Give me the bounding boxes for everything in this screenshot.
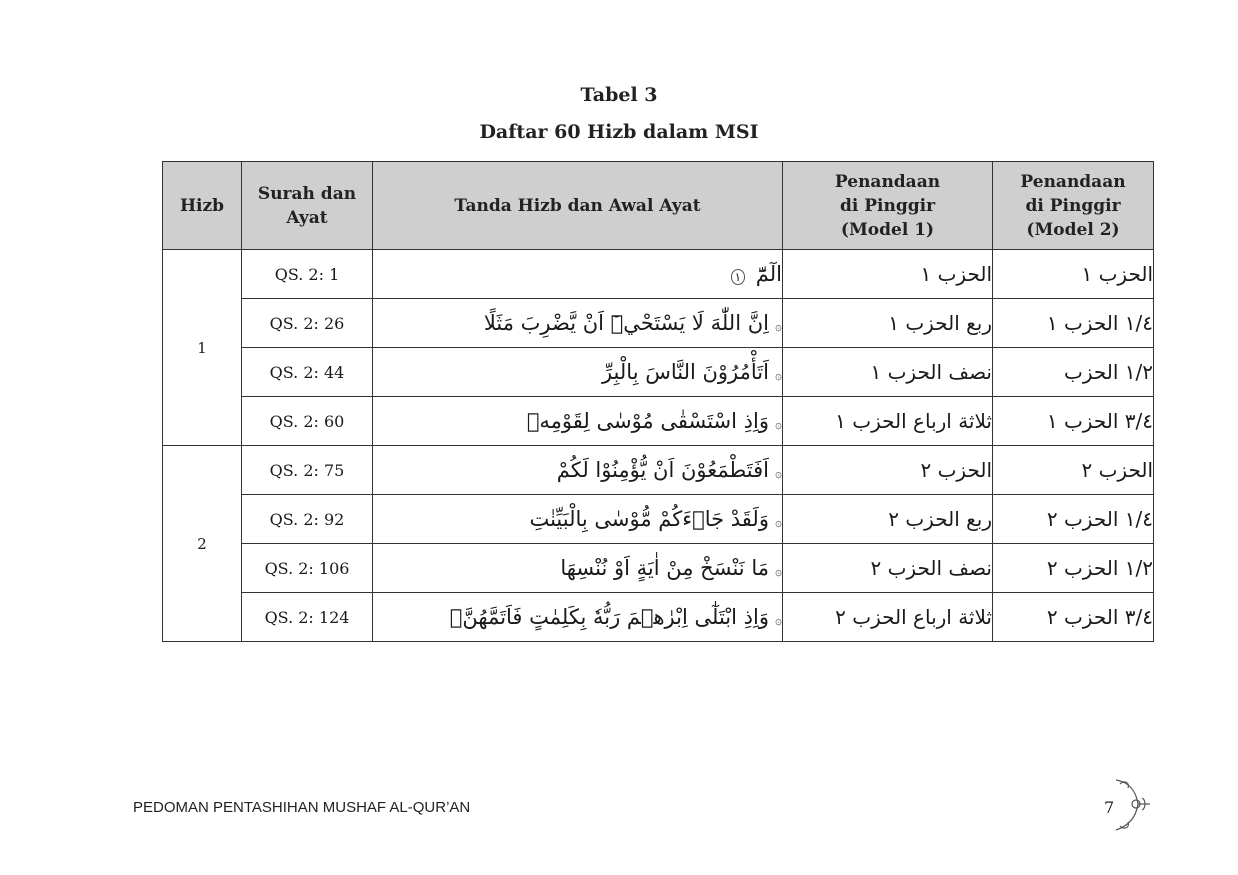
header-model-1: Penandaan di Pinggir (Model 1): [783, 162, 993, 250]
table-caption-number: Tabel 3: [580, 84, 658, 106]
table-caption-title: Daftar 60 Hizb dalam MSI: [479, 121, 759, 143]
ayah-text: وَلَقَدْ جَاۤءَكُمْ مُّوْسٰى بِالْبَيِّنٰتِ: [529, 507, 769, 531]
tanda-hizb-cell: [373, 544, 783, 593]
model-2-marker-cell: ٣/٤ الحزب ٢: [993, 593, 1154, 642]
ayah-text: مَا نَنْسَخْ مِنْ اٰيَةٍ اَوْ نُنْسِهَا: [560, 556, 769, 580]
hizb-mark-icon: ۞: [774, 417, 782, 431]
ayah-text: اَفَتَطْمَعُوْنَ اَنْ يُّؤْمِنُوْا لَكُمْ: [556, 458, 769, 482]
header-row: [163, 162, 1154, 250]
ayah-text: الٓمّٓ: [755, 262, 782, 286]
model-2-marker-cell: ١/٢ الحزب: [993, 348, 1154, 397]
page-number: 7: [1104, 798, 1115, 817]
hizb-table: [162, 161, 1154, 642]
tanda-hizb-cell: [373, 495, 783, 544]
ayah-text: اَتَأْمُرُوْنَ النَّاسَ بِالْبِرِّ: [601, 360, 769, 384]
hizb-mark-icon: ۞: [774, 564, 782, 578]
model-1-marker-cell: الحزب ١: [783, 250, 993, 299]
header-hizb: Hizb: [163, 162, 242, 250]
tanda-hizb-cell: [373, 397, 783, 446]
model-2-marker-cell: ١/٤ الحزب ١: [993, 299, 1154, 348]
ayah-number-marker: ١: [731, 269, 745, 285]
table-row: [163, 495, 1154, 544]
model-2-marker-cell: ١/٤ الحزب ٢: [993, 495, 1154, 544]
tanda-hizb-cell: [373, 593, 783, 642]
header-tanda-hizb: Tanda Hizb dan Awal Ayat: [373, 162, 783, 250]
tanda-hizb-cell: [373, 250, 783, 299]
surah-ayat-cell: QS. 2: 1: [242, 250, 373, 299]
model-1-marker-cell: نصف الحزب ١: [783, 348, 993, 397]
surah-ayat-cell: QS. 2: 26: [242, 299, 373, 348]
hizb-mark-icon: ۞: [774, 613, 782, 627]
header-surah-ayat: Surah dan Ayat: [242, 162, 373, 250]
table-row: [163, 446, 1154, 495]
ayah-text: اِنَّ اللّٰهَ لَا يَسْتَحْيٖٓ اَنْ يَّضْرِبَ مَثَلًا: [483, 311, 769, 335]
hizb-mark-icon: ۞: [774, 466, 782, 480]
surah-ayat-cell: QS. 2: 75: [242, 446, 373, 495]
table-row: [163, 593, 1154, 642]
model-2-marker-cell: ٣/٤ الحزب ١: [993, 397, 1154, 446]
surah-ayat-cell: QS. 2: 60: [242, 397, 373, 446]
table-row: [163, 348, 1154, 397]
table-row: [163, 299, 1154, 348]
tanda-hizb-cell: [373, 446, 783, 495]
running-footer-title: PEDOMAN PENTASHIHAN MUSHAF AL-QUR’AN: [133, 799, 471, 816]
table-row: [163, 544, 1154, 593]
model-1-marker-cell: ثلاثة ارباع الحزب ٢: [783, 593, 993, 642]
surah-ayat-cell: QS. 2: 92: [242, 495, 373, 544]
tanda-hizb-cell: [373, 348, 783, 397]
hizb-mark-icon: ۞: [774, 515, 782, 529]
model-1-marker-cell: ثلاثة ارباع الحزب ١: [783, 397, 993, 446]
table-row: [163, 250, 1154, 299]
model-2-marker-cell: الحزب ١: [993, 250, 1154, 299]
hizb-mark-icon: ۞: [774, 368, 782, 382]
header-model-2: Penandaan di Pinggir (Model 2): [993, 162, 1154, 250]
surah-ayat-cell: QS. 2: 124: [242, 593, 373, 642]
hizb-number-cell: 2: [163, 446, 242, 642]
table-row: [163, 397, 1154, 446]
hizb-number-cell: 1: [163, 250, 242, 446]
ayah-text: وَاِذِ اسْتَسْقٰى مُوْسٰى لِقَوْمِهٖ: [526, 409, 769, 433]
model-1-marker-cell: نصف الحزب ٢: [783, 544, 993, 593]
page-ornament-icon: [1110, 776, 1154, 834]
hizb-mark-icon: ۞: [774, 319, 782, 333]
tanda-hizb-cell: [373, 299, 783, 348]
ayah-text: وَاِذِ ابْتَلٰٓى اِبْرٰهٖمَ رَبُّهٗ بِكَلِمٰتٍ فَاَتَمَّهُنَّۗ: [449, 605, 769, 629]
model-2-marker-cell: الحزب ٢: [993, 446, 1154, 495]
model-2-marker-cell: ١/٢ الحزب ٢: [993, 544, 1154, 593]
model-1-marker-cell: الحزب ٢: [783, 446, 993, 495]
model-1-marker-cell: ربع الحزب ٢: [783, 495, 993, 544]
model-1-marker-cell: ربع الحزب ١: [783, 299, 993, 348]
surah-ayat-cell: QS. 2: 44: [242, 348, 373, 397]
surah-ayat-cell: QS. 2: 106: [242, 544, 373, 593]
